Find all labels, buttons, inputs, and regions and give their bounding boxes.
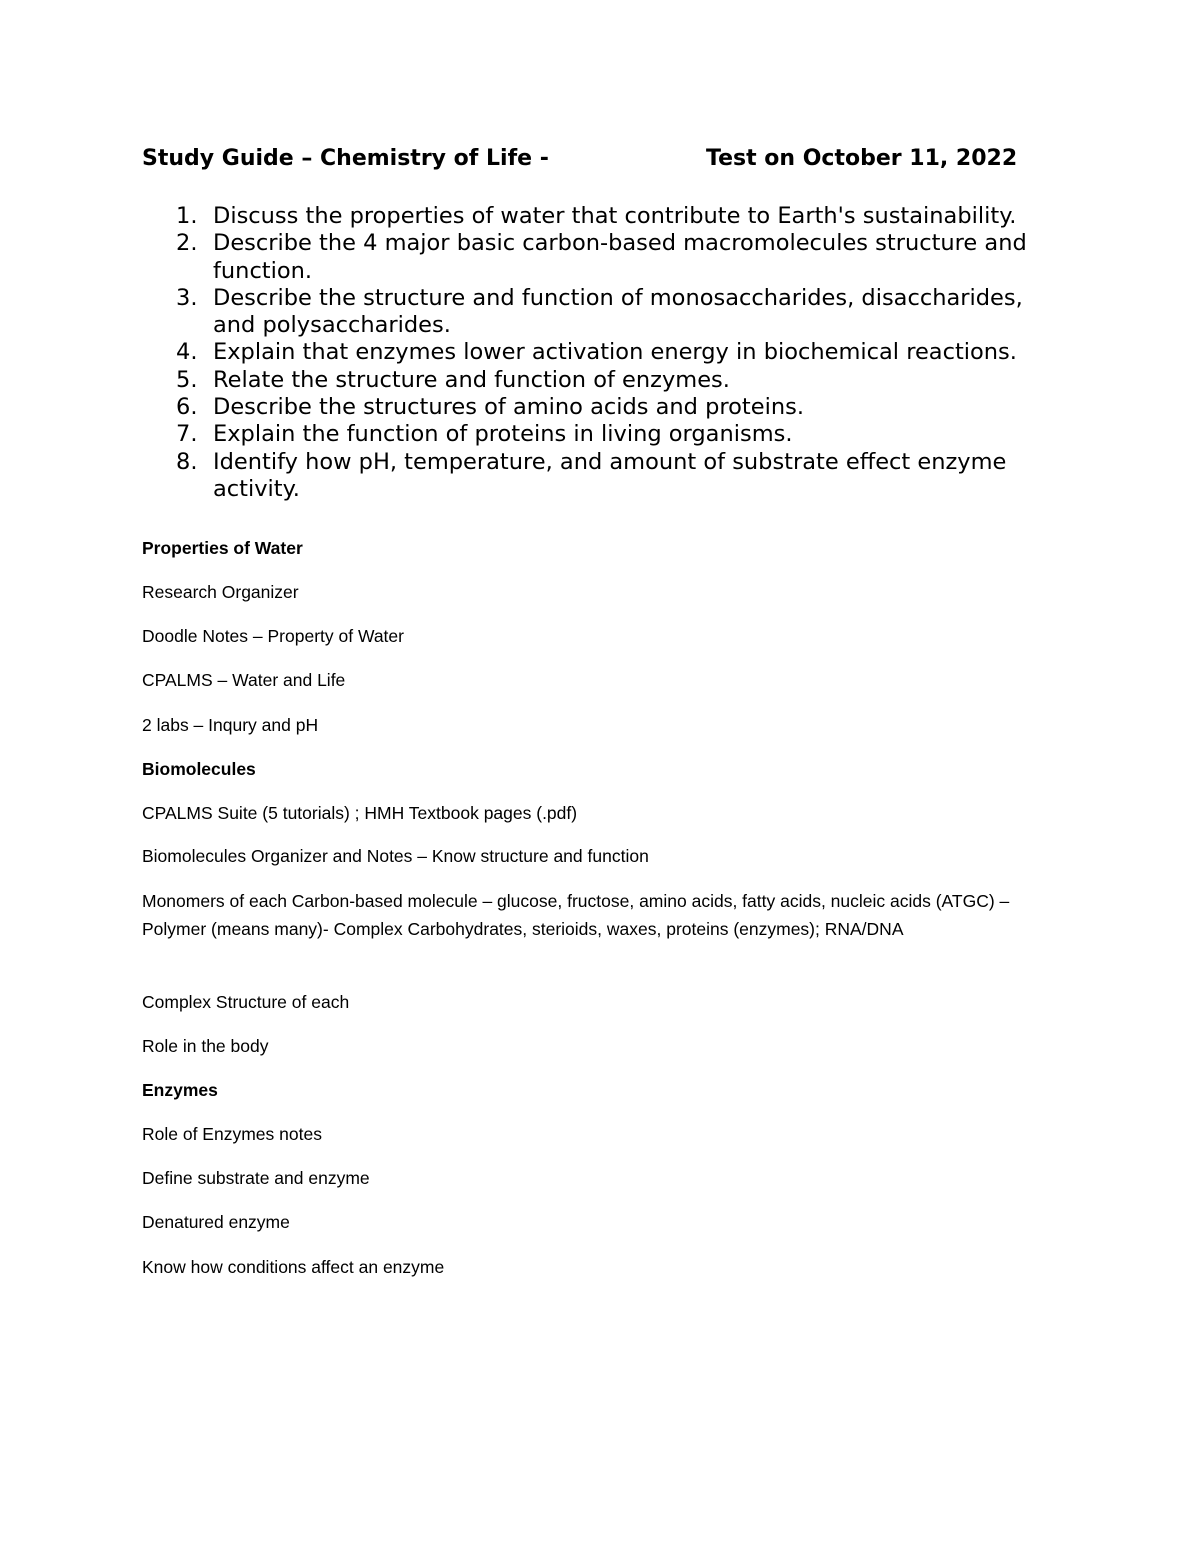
list-item — [142, 394, 1072, 421]
document-title: Study Guide – Chemistry of Life - — [142, 146, 549, 171]
list-item-text: Identify how pH, temperature, and amount of substrate effect enzyme activity. — [213, 448, 1007, 502]
list-item — [142, 421, 1072, 448]
list-item — [142, 203, 1072, 230]
list-item-text: Explain the function of proteins in living organisms. — [213, 421, 793, 448]
list-item-text: Discuss the properties of water that contribute to Earth's sustainability. — [213, 203, 1017, 229]
biomolecules-item-organizer: Biomolecules Organizer and Notes – Know structure and function — [142, 846, 649, 866]
list-item-text: Explain that enzymes lower activation energy in biochemical reactions. — [213, 339, 1017, 366]
list-item-text: Relate the structure and function of enzymes. — [213, 366, 730, 393]
biomolecules-item-cpalms-suite: CPALMS Suite (5 tutorials) ; HMH Textbook pages (.pdf) — [142, 803, 578, 823]
enzymes-item-conditions: Know how conditions affect an enzyme — [142, 1257, 445, 1277]
objectives-list — [142, 203, 1072, 503]
list-item-text: Describe the 4 major basic carbon-based macromolecules structure and function. — [213, 230, 1027, 284]
biomolecules-heading: Biomolecules — [142, 759, 256, 779]
water-heading: Properties of Water — [142, 538, 303, 558]
biomolecules-item-complex-structure: Complex Structure of each — [142, 992, 350, 1012]
enzymes-item-denatured: Denatured enzyme — [142, 1212, 290, 1232]
list-number: 5. — [176, 366, 198, 393]
list-item — [142, 367, 1072, 394]
enzymes-item-define: Define substrate and enzyme — [142, 1168, 370, 1188]
test-date: Test on October 11, 2022 — [706, 146, 1018, 171]
water-item-research-organizer: Research Organizer — [142, 582, 299, 602]
list-number: 4. — [176, 339, 198, 366]
enzymes-heading: Enzymes — [142, 1080, 218, 1100]
list-item — [142, 230, 1072, 285]
list-number: 6. — [176, 394, 198, 421]
list-item — [142, 449, 1072, 504]
water-item-labs: 2 labs – Inqury and pH — [142, 715, 319, 735]
list-number: 8. — [176, 448, 198, 475]
list-item-text: Describe the structure and function of monosaccharides, disaccharides, and polysaccharides. — [213, 284, 1023, 339]
enzymes-item-role-notes: Role of Enzymes notes — [142, 1124, 322, 1144]
water-item-doodle-notes: Doodle Notes – Property of Water — [142, 626, 404, 646]
water-item-cpalms: CPALMS – Water and Life — [142, 670, 346, 690]
biomolecules-item-monomers: Monomers of each Carbon-based molecule – glucose, fructose, amino acids, fatty acids, nucleic acids (ATGC) – Polymer (means many)- Complex Carbohydrates, sterioids, waxes, proteins (enzymes); RNA/DNA — [142, 891, 1010, 939]
list-item-text: Describe the structures of amino acids and proteins. — [213, 394, 804, 421]
list-number: 3. — [176, 284, 198, 311]
list-number: 1. — [176, 203, 198, 229]
list-item — [142, 339, 1072, 366]
list-number: 2. — [176, 230, 198, 257]
list-number: 7. — [176, 421, 198, 448]
list-item — [142, 285, 1072, 340]
biomolecules-item-role: Role in the body — [142, 1036, 269, 1056]
